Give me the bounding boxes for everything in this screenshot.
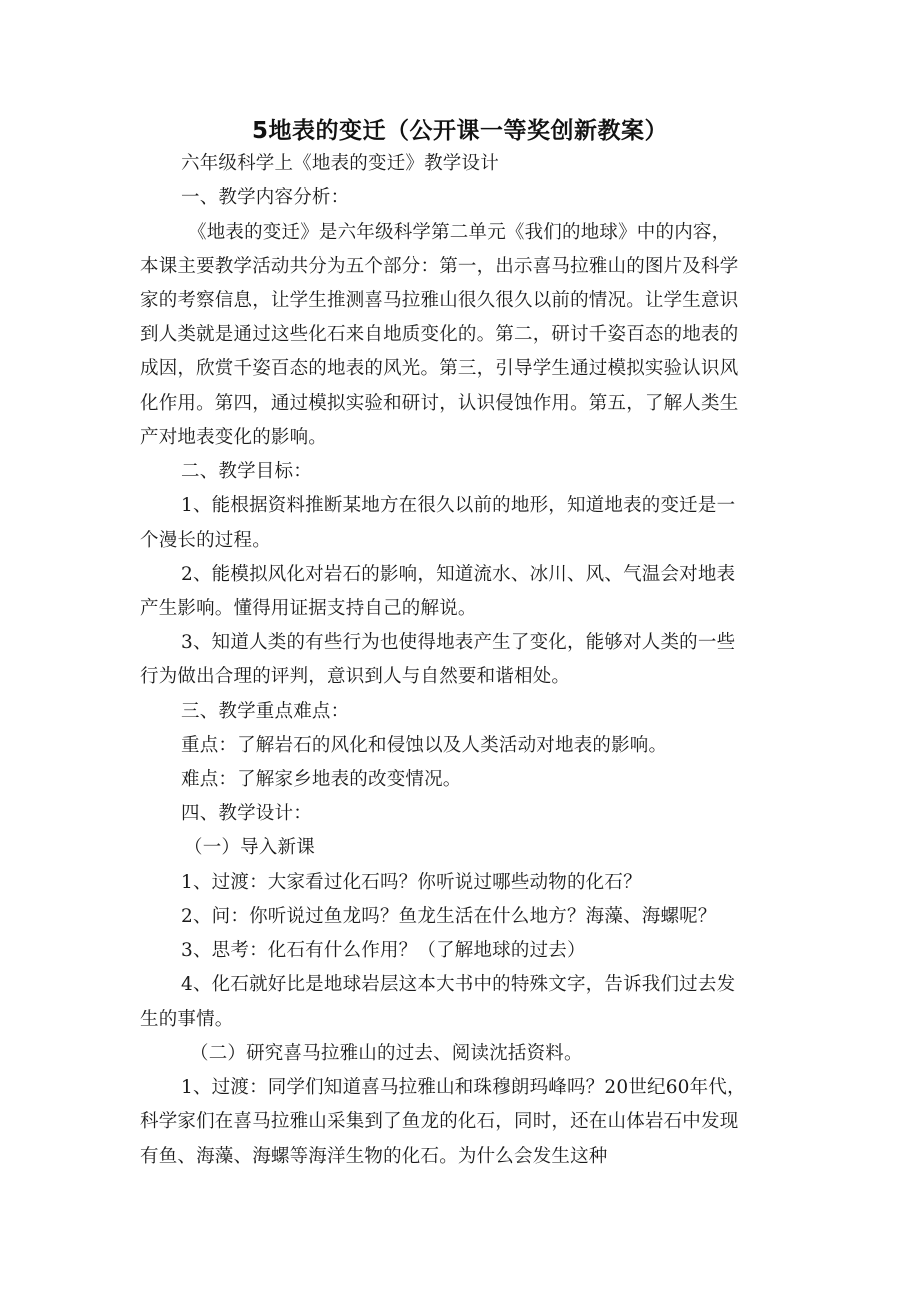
- paragraph-line: 有鱼、海藻、海螺等海洋生物的化石。为什么会发生这种: [140, 1146, 608, 1167]
- paragraph-line: 2、问：你听说过鱼龙吗？鱼龙生活在什么地方？海藻、海螺呢？: [181, 906, 717, 927]
- paragraph-line: 《地表的变迁》是六年级科学第二单元《我们的地球》中的内容，: [188, 222, 731, 243]
- paragraph-line: 3、知道人类的有些行为也使得地表产生了变化，能够对人类的一些: [181, 632, 736, 653]
- section-heading: 四、教学设计：: [181, 803, 312, 824]
- paragraph-line: 本课主要教学活动共分为五个部分：第一，出示喜马拉雅山的图片及科学: [140, 256, 739, 277]
- paragraph-line: 难点：了解家乡地表的改变情况。: [181, 769, 462, 790]
- subsection-heading: （一）导入新课: [184, 837, 315, 858]
- paragraph-line: 成因，欣赏千姿百态的地表的风光。第三，引导学生通过模拟实验认识风: [140, 358, 739, 379]
- subtitle-line: 六年级科学上《地表的变迁》教学设计: [181, 153, 499, 174]
- paragraph-line: 1、能根据资料推断某地方在很久以前的地形，知道地表的变迁是一: [181, 495, 736, 516]
- paragraph-line: 家的考察信息，让学生推测喜马拉雅山很久很久以前的情况。让学生意识: [140, 290, 739, 311]
- paragraph-line: 3、思考：化石有什么作用？（了解地球的过去）: [181, 940, 586, 961]
- paragraph-line: 化作用。第四，通过模拟实验和研讨，认识侵蚀作用。第五，了解人类生: [140, 393, 739, 414]
- paragraph-line: 1、过渡：大家看过化石吗？你听说过哪些动物的化石？: [181, 872, 642, 893]
- paragraph-line: 个漫长的过程。: [140, 530, 271, 551]
- paragraph-line: 1、过渡：同学们知道喜马拉雅山和珠穆朗玛峰吗？20世纪60年代，: [181, 1077, 746, 1098]
- paragraph-line: 2、能模拟风化对岩石的影响，知道流水、冰川、风、气温会对地表: [181, 564, 736, 585]
- paragraph-line: 产对地表变化的影响。: [140, 427, 328, 448]
- subsection-heading: （二）研究喜马拉雅山的过去、阅读沈括资料。: [190, 1043, 583, 1064]
- paragraph-line: 生的事情。: [140, 1009, 234, 1030]
- section-heading: 一、教学内容分析：: [181, 187, 350, 208]
- paragraph-line: 4、化石就好比是地球岩层这本大书中的特殊文字，告诉我们过去发: [181, 974, 736, 995]
- paragraph-line: 到人类就是通过这些化石来自地质变化的。第二，研讨千姿百态的地表的: [140, 324, 739, 345]
- paragraph-line: 重点：了解岩石的风化和侵蚀以及人类活动对地表的影响。: [181, 735, 668, 756]
- section-heading: 三、教学重点难点：: [181, 701, 350, 722]
- paragraph-line: 科学家们在喜马拉雅山采集到了鱼龙的化石，同时，还在山体岩石中发现: [140, 1111, 739, 1132]
- document-title: 5地表的变迁（公开课一等奖创新教案）: [251, 118, 668, 144]
- paragraph-line: 行为做出合理的评判，意识到人与自然要和谐相处。: [140, 666, 571, 687]
- section-heading: 二、教学目标：: [181, 461, 312, 482]
- paragraph-line: 产生影响。懂得用证据支持自己的解说。: [140, 598, 477, 619]
